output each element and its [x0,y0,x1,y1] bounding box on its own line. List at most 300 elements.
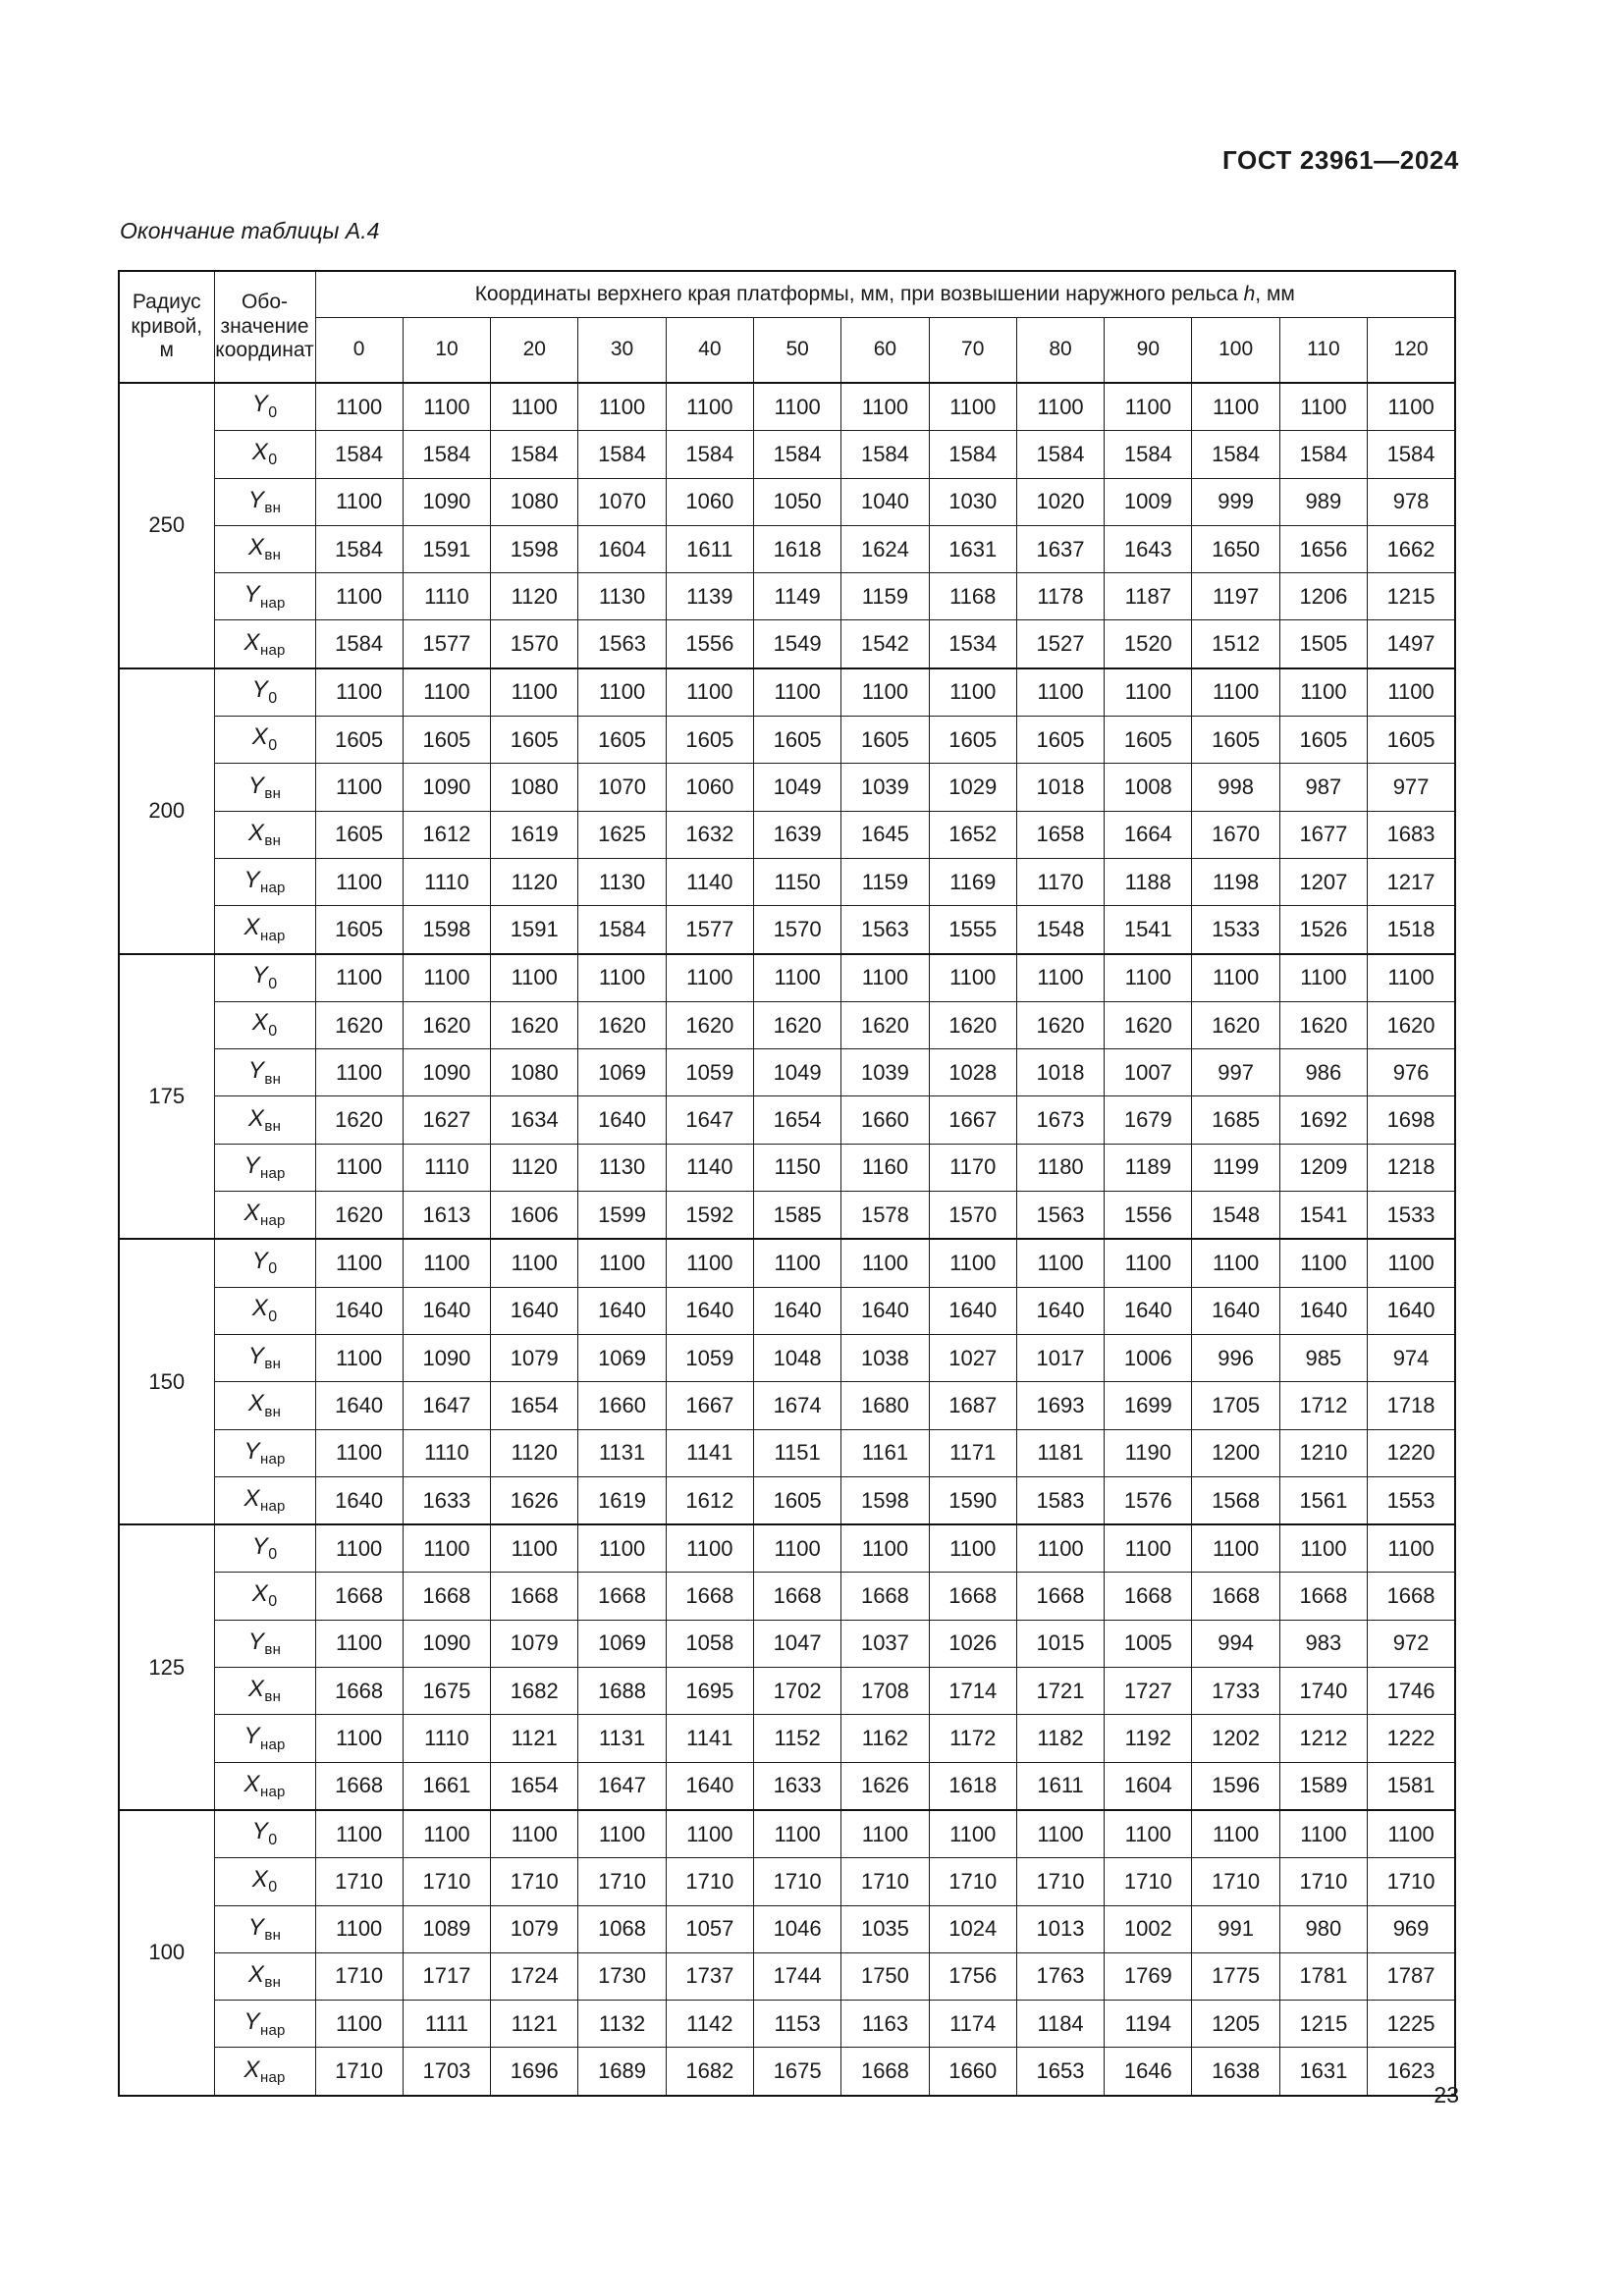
cell-coordinate-value: 1100 [491,954,578,1002]
cell-coordinate-value: 1712 [1279,1382,1367,1429]
cell-coordinate-value: 1100 [578,1810,666,1858]
cell-coordinate-value: 1584 [1192,431,1279,478]
cell-coordinate-value: 1059 [666,1334,753,1381]
cell-coordinate-value: 1605 [1368,717,1455,764]
cell-coordinate-value: 1057 [666,1905,753,1952]
coordinate-symbol-subscript: вн [264,547,282,564]
cell-coordinate-value: 1695 [666,1668,753,1715]
cell-coordinate-value: 1604 [1105,1762,1192,1810]
cell-coordinate-value: 1668 [753,1573,840,1620]
cell-coordinate-value: 1668 [403,1573,490,1620]
cell-coordinate-value: 1210 [1279,1429,1367,1476]
cell-coordinate-value: 1605 [1105,717,1192,764]
cell-coordinate-value: 1591 [491,906,578,954]
cell-coordinate-value: 1218 [1368,1144,1455,1191]
cell-coordinate-value: 1100 [1192,1524,1279,1573]
cell-coordinate-value: 1620 [666,1001,753,1048]
cell-coordinate-value: 1620 [578,1001,666,1048]
cell-coordinate-value: 1640 [491,1287,578,1334]
coordinate-symbol-subscript: нар [259,880,286,897]
cell-coordinate-value: 1100 [1192,954,1279,1002]
cell-coordinate-value: 1645 [841,811,929,858]
cell-coordinate-value: 1100 [1279,383,1367,431]
cell-coordinate-value: 1100 [753,1524,840,1573]
cell-coordinate-value: 969 [1368,1905,1455,1952]
cell-coordinate-symbol [214,1668,315,1715]
coordinate-symbol-base: Y [251,391,268,418]
coordinate-symbol-subscript: вн [264,1356,282,1373]
table-row [119,1239,1455,1287]
coordinate-symbol-subscript: нар [259,1165,286,1183]
cell-coordinate-value: 1100 [315,1049,403,1096]
cell-coordinate-value: 1620 [315,1192,403,1240]
coordinate-symbol [244,581,285,612]
cell-coordinate-value: 1563 [841,906,929,954]
cell-coordinate-value: 1178 [1016,573,1104,620]
coordinate-symbol [248,1057,281,1088]
cell-coordinate-value: 1584 [491,431,578,478]
cell-coordinate-value: 1217 [1368,858,1455,905]
cell-coordinate-value: 1527 [1016,620,1104,668]
cell-coordinate-value: 1578 [841,1192,929,1240]
cell-coordinate-value: 1605 [403,717,490,764]
cell-coordinate-value: 1079 [491,1905,578,1952]
coordinate-symbol-subscript: 0 [268,1831,278,1848]
cell-coordinate-value: 1100 [403,1524,490,1573]
coordinate-symbol [244,2008,285,2039]
cell-coordinate-value: 1100 [753,668,840,717]
table-row [119,1905,1455,1952]
coordinate-symbol-base: Y [244,1151,260,1179]
coordinate-symbol-base: X [244,1485,260,1512]
cell-coordinate-value: 1100 [1016,1239,1104,1287]
cell-coordinate-value: 1009 [1105,478,1192,525]
cell-coordinate-value: 1787 [1368,1952,1455,2000]
cell-coordinate-value: 1079 [491,1620,578,1667]
cell-coordinate-value: 1576 [1105,1476,1192,1524]
cell-coordinate-value: 1620 [491,1001,578,1048]
cell-coordinate-value: 1100 [1368,954,1455,1002]
cell-coordinate-value: 1710 [1016,1858,1104,1905]
cell-coordinate-value: 1591 [403,525,490,572]
cell-coordinate-symbol [214,717,315,764]
cell-coordinate-value: 1049 [753,1049,840,1096]
cell-coordinate-value: 1612 [403,811,490,858]
column-header-radius-line1: Радиус [132,290,201,313]
cell-coordinate-value: 1080 [491,478,578,525]
coordinate-symbol-subscript: нар [259,1498,286,1516]
cell-coordinate-value: 1646 [1105,2048,1192,2096]
cell-coordinate-symbol [214,573,315,620]
cell-curve-radius: 125 [119,1524,214,1810]
cell-coordinate-value: 1652 [929,811,1016,858]
cell-coordinate-value: 1015 [1016,1620,1104,1667]
cell-coordinate-value: 1584 [1279,431,1367,478]
cell-coordinate-value: 1111 [403,2001,490,2048]
cell-coordinate-value: 1541 [1105,906,1192,954]
cell-coordinate-value: 1100 [315,1429,403,1476]
table-row [119,1524,1455,1573]
cell-coordinate-value: 1100 [491,668,578,717]
cell-coordinate-value: 1620 [315,1001,403,1048]
cell-coordinate-value: 1120 [491,858,578,905]
cell-coordinate-value: 1611 [666,525,753,572]
cell-coordinate-value: 1737 [666,1952,753,2000]
span-header-variable-h: h [1243,282,1256,305]
cell-coordinate-value: 1661 [403,1762,490,1810]
table-row [119,811,1455,858]
cell-coordinate-value: 997 [1192,1049,1279,1096]
cell-coordinate-value: 1100 [491,383,578,431]
coordinate-symbol-subscript: нар [259,1212,286,1230]
cell-coordinate-symbol [214,620,315,668]
table-row [119,954,1455,1002]
cell-coordinate-value: 1059 [666,1049,753,1096]
cell-coordinate-value: 1140 [666,1144,753,1191]
table-row [119,383,1455,431]
cell-coordinate-value: 1675 [403,1668,490,1715]
cell-coordinate-value: 1633 [403,1476,490,1524]
cell-coordinate-symbol [214,1762,315,1810]
cell-coordinate-value: 1664 [1105,811,1192,858]
cell-coordinate-value: 994 [1192,1620,1279,1667]
coordinate-symbol-subscript: 0 [268,452,278,469]
cell-coordinate-symbol [214,1334,315,1381]
cell-coordinate-value: 1100 [929,668,1016,717]
cell-coordinate-value: 1100 [1279,1239,1367,1287]
cell-coordinate-value: 1100 [1279,1810,1367,1858]
cell-coordinate-value: 1584 [666,431,753,478]
cell-coordinate-value: 1660 [929,2048,1016,2096]
cell-curve-radius: 150 [119,1239,214,1524]
cell-coordinate-value: 1100 [841,954,929,1002]
cell-coordinate-value: 1618 [929,1762,1016,1810]
cell-coordinate-value: 1696 [491,2048,578,2096]
cell-coordinate-value: 1632 [666,811,753,858]
cell-coordinate-symbol [214,2048,315,2096]
coordinate-symbol-base: X [251,438,268,465]
cell-coordinate-value: 1673 [1016,1096,1104,1144]
column-header-h-value: 70 [929,318,1016,383]
table-row [119,1001,1455,1048]
cell-coordinate-value: 1683 [1368,811,1455,858]
coordinate-symbol-subscript: нар [259,594,286,612]
cell-coordinate-value: 1685 [1192,1096,1279,1144]
coordinate-symbol-base: X [247,819,264,846]
cell-coordinate-value: 1583 [1016,1476,1104,1524]
coordinate-symbol [252,1580,278,1612]
cell-coordinate-value: 1740 [1279,1668,1367,1715]
cell-coordinate-value: 1605 [1279,717,1367,764]
cell-coordinate-value: 1561 [1279,1476,1367,1524]
cell-coordinate-value: 1702 [753,1668,840,1715]
column-header-coordinate-designation [214,271,315,383]
coordinate-symbol [244,1200,285,1230]
cell-coordinate-value: 1100 [1105,668,1192,717]
cell-coordinate-value: 1100 [666,954,753,1002]
cell-coordinate-value: 1215 [1368,573,1455,620]
cell-coordinate-value: 1151 [753,1429,840,1476]
cell-coordinate-value: 1100 [929,1810,1016,1858]
table-head [119,271,1455,383]
coordinate-symbol-base: X [251,1865,268,1893]
table-row [119,525,1455,572]
cell-coordinate-symbol [214,1192,315,1240]
cell-coordinate-value: 1205 [1192,2001,1279,2048]
cell-coordinate-value: 1100 [1105,383,1192,431]
cell-coordinate-value: 1584 [1105,431,1192,478]
cell-coordinate-value: 1100 [1105,1810,1192,1858]
cell-coordinate-value: 1710 [1368,1858,1455,1905]
cell-coordinate-value: 1682 [666,2048,753,2096]
cell-coordinate-value: 1100 [1105,1524,1192,1573]
cell-coordinate-value: 1533 [1192,906,1279,954]
coordinate-symbol [244,1723,285,1753]
cell-coordinate-value: 1592 [666,1192,753,1240]
cell-coordinate-value: 1596 [1192,1762,1279,1810]
cell-coordinate-value: 1207 [1279,858,1367,905]
coordinate-symbol-base: Y [247,486,264,513]
cell-coordinate-value: 1100 [403,668,490,717]
cell-coordinate-value: 1775 [1192,1952,1279,2000]
cell-coordinate-value: 1170 [929,1144,1016,1191]
cell-coordinate-value: 1100 [315,1905,403,1952]
coordinate-symbol-subscript: 0 [268,689,278,707]
coordinate-symbol [252,962,278,993]
cell-coordinate-value: 1618 [753,525,840,572]
cell-coordinate-value: 1658 [1016,811,1104,858]
coordinate-symbol [252,1295,278,1326]
cell-coordinate-value: 1069 [578,1334,666,1381]
cell-coordinate-value: 1626 [841,1762,929,1810]
cell-coordinate-value: 1667 [666,1382,753,1429]
cell-coordinate-value: 972 [1368,1620,1455,1667]
cell-coordinate-value: 1727 [1105,1668,1192,1715]
coordinate-symbol-base: Y [251,1247,268,1274]
cell-coordinate-value: 1640 [315,1382,403,1429]
cell-coordinate-value: 1163 [841,2001,929,2048]
cell-coordinate-symbol [214,858,315,905]
cell-coordinate-value: 1100 [666,383,753,431]
cell-coordinate-value: 1199 [1192,1144,1279,1191]
cell-coordinate-value: 1584 [1016,431,1104,478]
cell-coordinate-symbol [214,1287,315,1334]
cell-coordinate-value: 1667 [929,1096,1016,1144]
cell-coordinate-value: 1153 [753,2001,840,2048]
table-row [119,858,1455,905]
coordinate-symbol-subscript: вн [264,500,282,517]
coordinate-symbol [248,487,281,517]
cell-coordinate-value: 1035 [841,1905,929,1952]
cell-coordinate-value: 1069 [578,1049,666,1096]
coordinate-symbol-subscript: нар [259,641,286,659]
cell-coordinate-symbol [214,478,315,525]
cell-coordinate-value: 1100 [403,383,490,431]
cell-coordinate-value: 1640 [841,1287,929,1334]
column-header-radius-line3: м [159,339,174,362]
cell-coordinate-value: 1100 [1368,1239,1455,1287]
cell-coordinate-value: 1584 [578,431,666,478]
cell-coordinate-value: 1563 [1016,1192,1104,1240]
cell-coordinate-value: 1024 [929,1905,1016,1952]
table-header-row-2 [119,318,1455,383]
cell-coordinate-value: 1100 [1016,383,1104,431]
cell-coordinate-value: 1718 [1368,1382,1455,1429]
cell-coordinate-value: 1668 [841,1573,929,1620]
cell-coordinate-value: 1142 [666,2001,753,2048]
cell-coordinate-value: 1598 [491,525,578,572]
cell-coordinate-value: 1027 [929,1334,1016,1381]
column-header-coord-line1: Обо- [241,290,289,313]
cell-coordinate-value: 1668 [491,1573,578,1620]
coordinate-symbol [252,439,278,470]
cell-coordinate-value: 1705 [1192,1382,1279,1429]
cell-coordinate-value: 1640 [1279,1287,1367,1334]
cell-coordinate-symbol [214,1001,315,1048]
cell-coordinate-value: 1650 [1192,525,1279,572]
cell-coordinate-value: 1225 [1368,2001,1455,2048]
table-row [119,1715,1455,1762]
cell-coordinate-value: 1017 [1016,1334,1104,1381]
table-row [119,2001,1455,2048]
cell-coordinate-value: 1100 [403,954,490,1002]
coordinate-symbol [248,1105,281,1136]
cell-coordinate-value: 1049 [753,764,840,811]
cell-coordinate-value: 1640 [1016,1287,1104,1334]
coordinate-symbol-subscript: 0 [268,1022,278,1040]
cell-coordinate-value: 1080 [491,764,578,811]
cell-coordinate-value: 1040 [841,478,929,525]
cell-coordinate-value: 1605 [315,811,403,858]
cell-coordinate-value: 1100 [1016,1524,1104,1573]
cell-coordinate-value: 1130 [578,858,666,905]
cell-coordinate-value: 1605 [315,906,403,954]
cell-coordinate-value: 1100 [315,858,403,905]
cell-coordinate-value: 1020 [1016,478,1104,525]
cell-coordinate-value: 1030 [929,478,1016,525]
cell-coordinate-value: 1192 [1105,1715,1192,1762]
cell-coordinate-value: 1620 [753,1001,840,1048]
column-header-coord-line3: координат [215,339,314,362]
cell-coordinate-value: 1100 [1279,668,1367,717]
cell-coordinate-value: 1730 [578,1952,666,2000]
table-row [119,1192,1455,1240]
cell-coordinate-symbol [214,1096,315,1144]
cell-coordinate-value: 1200 [1192,1429,1279,1476]
cell-coordinate-value: 1570 [753,906,840,954]
cell-coordinate-value: 1668 [841,2048,929,2096]
cell-coordinate-symbol [214,811,315,858]
table-row [119,1810,1455,1858]
cell-coordinate-value: 1152 [753,1715,840,1762]
cell-coordinate-symbol [214,1952,315,2000]
cell-coordinate-value: 1080 [491,1049,578,1096]
cell-coordinate-value: 1028 [929,1049,1016,1096]
cell-coordinate-value: 1222 [1368,1715,1455,1762]
column-header-h-value: 90 [1105,318,1192,383]
table-row [119,573,1455,620]
cell-coordinate-value: 1100 [1105,954,1192,1002]
running-head-standard-number: ГОСТ 23961—2024 [1222,145,1459,175]
cell-coordinate-value: 1613 [403,1192,490,1240]
cell-coordinate-value: 1100 [315,1334,403,1381]
cell-coordinate-value: 1100 [1192,1810,1279,1858]
cell-coordinate-value: 1188 [1105,858,1192,905]
cell-coordinate-value: 1638 [1192,2048,1279,2096]
cell-coordinate-value: 1220 [1368,1429,1455,1476]
cell-coordinate-symbol [214,1905,315,1952]
cell-coordinate-value: 1100 [315,1810,403,1858]
cell-coordinate-value: 1584 [929,431,1016,478]
cell-coordinate-value: 1120 [491,573,578,620]
cell-coordinate-value: 1100 [753,954,840,1002]
cell-coordinate-value: 987 [1279,764,1367,811]
cell-coordinate-value: 1100 [929,383,1016,431]
coordinate-symbol-subscript: 0 [268,1546,278,1564]
coordinate-symbol-base: Y [244,2008,260,2036]
cell-coordinate-value: 1640 [1192,1287,1279,1334]
coordinate-symbol-subscript: вн [264,1974,282,1992]
coordinate-symbol-base: Y [251,1532,268,1560]
cell-curve-radius: 100 [119,1810,214,2096]
coordinate-symbol [248,1961,281,1992]
cell-coordinate-value: 1100 [666,1524,753,1573]
cell-coordinate-value: 1018 [1016,1049,1104,1096]
coordinate-symbol [252,1866,278,1897]
coordinate-symbol-subscript: вн [264,1070,282,1088]
cell-coordinate-symbol [214,1524,315,1573]
coordinate-symbol-base: X [244,1770,260,1797]
table-row [119,1049,1455,1096]
cell-coordinate-value: 1584 [315,620,403,668]
cell-coordinate-value: 1168 [929,573,1016,620]
cell-coordinate-value: 1090 [403,1620,490,1667]
cell-coordinate-value: 1120 [491,1429,578,1476]
cell-coordinate-value: 1060 [666,764,753,811]
cell-coordinate-value: 1542 [841,620,929,668]
cell-coordinate-value: 1159 [841,858,929,905]
cell-coordinate-value: 1180 [1016,1144,1104,1191]
cell-coordinate-value: 1620 [929,1001,1016,1048]
cell-coordinate-value: 1038 [841,1334,929,1381]
cell-coordinate-value: 1703 [403,2048,490,2096]
cell-coordinate-value: 1631 [1279,2048,1367,2096]
coordinate-symbol-subscript: вн [264,1641,282,1659]
cell-coordinate-value: 1212 [1279,1715,1367,1762]
cell-coordinate-value: 1620 [1105,1001,1192,1048]
cell-coordinate-value: 983 [1279,1620,1367,1667]
cell-coordinate-value: 1656 [1279,525,1367,572]
cell-coordinate-value: 1548 [1192,1192,1279,1240]
cell-coordinate-value: 1100 [666,1810,753,1858]
cell-coordinate-value: 1090 [403,478,490,525]
cell-coordinate-value: 1625 [578,811,666,858]
cell-coordinate-value: 1047 [753,1620,840,1667]
cell-coordinate-value: 1131 [578,1715,666,1762]
cell-coordinate-value: 1533 [1368,1192,1455,1240]
cell-coordinate-value: 1026 [929,1620,1016,1667]
cell-coordinate-value: 1100 [315,668,403,717]
coordinate-symbol [252,1248,278,1279]
cell-coordinate-value: 1620 [1016,1001,1104,1048]
cell-coordinate-value: 1194 [1105,2001,1192,2048]
cell-coordinate-value: 1668 [1279,1573,1367,1620]
cell-coordinate-value: 1132 [578,2001,666,2048]
cell-coordinate-value: 1724 [491,1952,578,2000]
cell-coordinate-symbol [214,1858,315,1905]
cell-coordinate-value: 1563 [578,620,666,668]
cell-coordinate-value: 1518 [1368,906,1455,954]
